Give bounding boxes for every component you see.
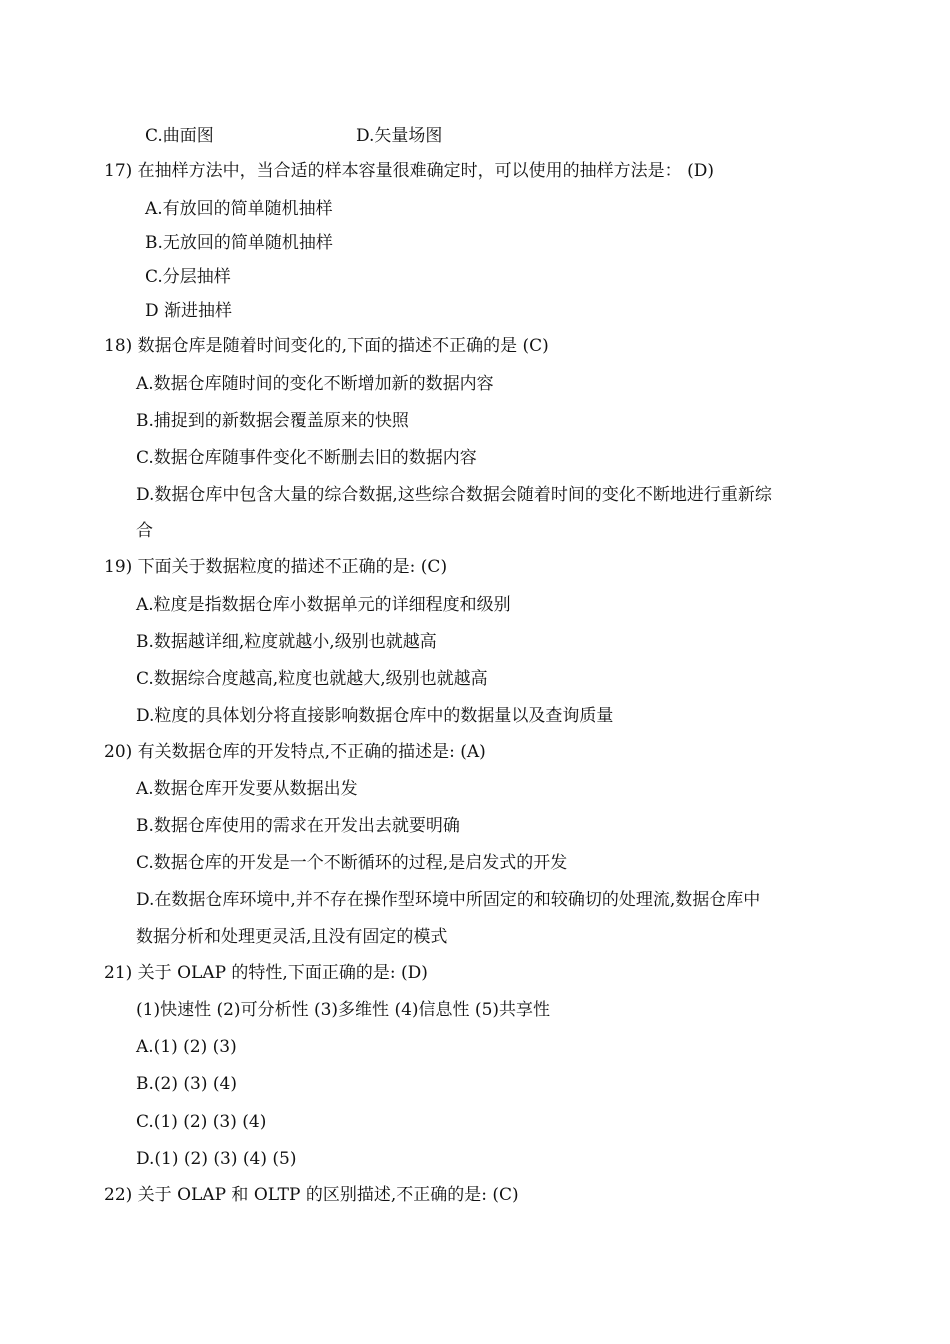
option: B.数据仓库使用的需求在开发出去就要明确 xyxy=(136,816,460,836)
option-d-carryover: D.矢量场图 xyxy=(356,126,443,146)
question-20: 20) 有关数据仓库的开发特点,不正确的描述是: (A) xyxy=(104,742,486,762)
option-continuation: 数据分析和处理更灵活,且没有固定的模式 xyxy=(136,927,448,947)
option: D.在数据仓库环境中,并不存在操作型环境中所固定的和较确切的处理流,数据仓库中 xyxy=(136,890,761,910)
option: C.(1) (2) (3) (4) xyxy=(136,1112,267,1132)
question-21: 21) 关于 OLAP 的特性,下面正确的是: (D) xyxy=(104,963,428,983)
option: D 渐进抽样 xyxy=(145,301,233,321)
option: C.数据仓库的开发是一个不断循环的过程,是启发式的开发 xyxy=(136,853,568,873)
option-list: (1)快速性 (2)可分析性 (3)多维性 (4)信息性 (5)共享性 xyxy=(136,1000,551,1020)
option: D.粒度的具体划分将直接影响数据仓库中的数据量以及查询质量 xyxy=(136,706,614,726)
question-17: 17) 在抽样方法中，当合适的样本容量很难确定时，可以使用的抽样方法是： (D) xyxy=(104,161,714,181)
option: D.(1) (2) (3) (4) (5) xyxy=(136,1149,297,1169)
option: C.数据综合度越高,粒度也就越大,级别也就越高 xyxy=(136,669,488,689)
question-19: 19) 下面关于数据粒度的描述不正确的是: (C) xyxy=(104,557,448,577)
option: A.有放回的简单随机抽样 xyxy=(145,199,333,219)
option: B.捕捉到的新数据会覆盖原来的快照 xyxy=(136,411,409,431)
option-c-carryover: C.曲面图 xyxy=(145,126,214,146)
question-18: 18) 数据仓库是随着时间变化的,下面的描述不正确的是 (C) xyxy=(104,336,549,356)
option: B.数据越详细,粒度就越小,级别也就越高 xyxy=(136,632,437,652)
option: A.粒度是指数据仓库小数据单元的详细程度和级别 xyxy=(136,595,511,615)
option: B.(2) (3) (4) xyxy=(136,1074,237,1094)
option: B.无放回的简单随机抽样 xyxy=(145,233,333,253)
option: D.数据仓库中包含大量的综合数据,这些综合数据会随着时间的变化不断地进行重新综 xyxy=(136,485,772,505)
option: A.(1) (2) (3) xyxy=(136,1037,237,1057)
option: A.数据仓库随时间的变化不断增加新的数据内容 xyxy=(136,374,494,394)
question-22: 22) 关于 OLAP 和 OLTP 的区别描述,不正确的是: (C) xyxy=(104,1185,519,1205)
option-continuation: 合 xyxy=(136,521,153,541)
option: C.数据仓库随事件变化不断删去旧的数据内容 xyxy=(136,448,477,468)
option: C.分层抽样 xyxy=(145,267,231,287)
option: A.数据仓库开发要从数据出发 xyxy=(136,779,358,799)
